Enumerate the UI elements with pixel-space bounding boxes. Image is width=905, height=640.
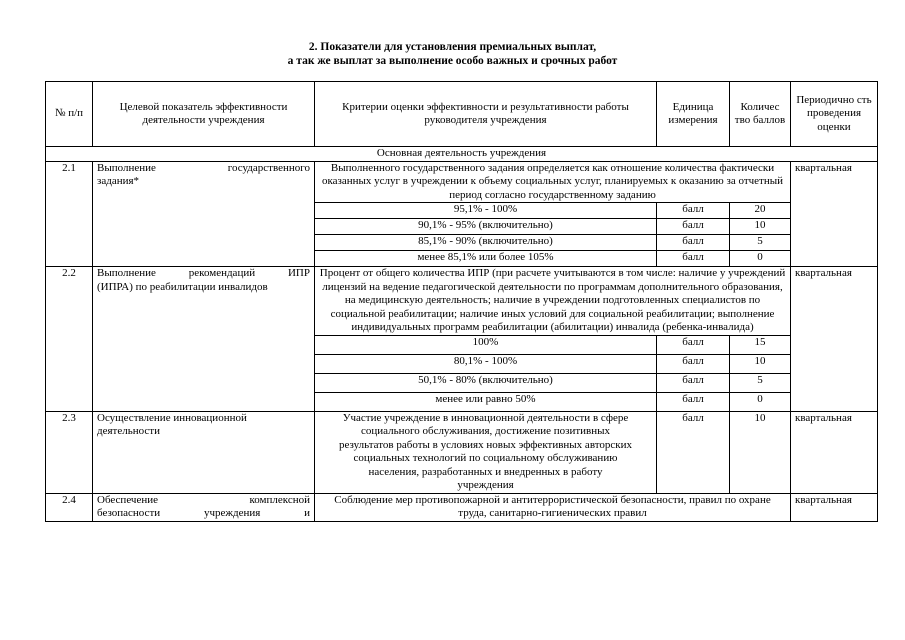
header-num: № п/п <box>46 82 93 147</box>
sub-unit: балл <box>657 203 730 219</box>
table-row <box>46 267 878 336</box>
sub-range: 85,1% - 90% (включительно) <box>315 235 657 251</box>
sub-range: менее или равно 50% <box>315 392 657 411</box>
row-points: 10 <box>730 411 791 493</box>
sub-unit: балл <box>657 392 730 411</box>
row-indicator <box>93 493 315 521</box>
sub-unit: балл <box>657 354 730 373</box>
table-row <box>46 411 878 493</box>
row-period: квартальная <box>791 267 878 412</box>
header-unit: Единица измерения <box>657 82 730 147</box>
row-indicator <box>93 161 315 267</box>
row-period: квартальная <box>791 161 878 267</box>
indicator-line: (ИПРА) по реабилитации инвалидов <box>97 280 268 293</box>
header-indicator: Целевой показатель эффективности деятельности учреждения <box>93 82 315 147</box>
table-row <box>46 161 878 203</box>
row-num: 2.2 <box>46 267 93 412</box>
sub-range: 100% <box>315 335 657 354</box>
row-criteria: Соблюдение мер противопожарной и антитеррористической безопасности, правил по охране труда, санитарно-гигиенических правил <box>315 493 791 521</box>
row-num: 2.1 <box>46 161 93 267</box>
row-indicator <box>93 267 315 412</box>
row-indicator: Осуществление инновационной деятельности <box>93 411 315 493</box>
sub-unit: балл <box>657 251 730 267</box>
section-title: Основная деятельность учреждения <box>46 147 878 162</box>
sub-range: 80,1% - 100% <box>315 354 657 373</box>
indicator-line: Обеспечение комплексной <box>97 493 310 506</box>
row-period: квартальная <box>791 493 878 521</box>
document-title-line-2: а так же выплат за выполнение особо важных и срочных работ <box>287 55 618 67</box>
row-period: квартальная <box>791 411 878 493</box>
table-row <box>46 493 878 521</box>
sub-points: 0 <box>730 392 791 411</box>
indicator-line: задания* <box>97 175 140 187</box>
row-num: 2.4 <box>46 493 93 521</box>
sub-points: 0 <box>730 251 791 267</box>
sub-unit: балл <box>657 219 730 235</box>
sub-unit: балл <box>657 235 730 251</box>
indicator-line: Выполнение рекомендаций ИПР <box>97 267 310 279</box>
sub-points: 5 <box>730 235 791 251</box>
sub-points: 15 <box>730 335 791 354</box>
indicator-line: безопасности учреждения и <box>97 507 310 519</box>
sub-unit: балл <box>657 335 730 354</box>
sub-points: 5 <box>730 373 791 392</box>
document-title-line-1: 2. Показатели для установления премиальных выплат, <box>308 41 597 53</box>
row-num: 2.3 <box>46 411 93 493</box>
table-header-row <box>46 82 878 147</box>
indicator-line: Выполнение государственного <box>97 161 310 174</box>
sub-range: 50,1% - 80% (включительно) <box>315 373 657 392</box>
section-row <box>46 147 878 162</box>
sub-range: менее 85,1% или более 105% <box>315 251 657 267</box>
sub-points: 20 <box>730 203 791 219</box>
row-criteria: Выполненного государственного задания определяется как отношение количества фактически оказанных услуг в учреждении к объему социальных услуг, планируемых к оказанию за отчетный период согласно государственному заданию <box>315 161 791 203</box>
sub-points: 10 <box>730 219 791 235</box>
indicators-table <box>45 81 878 522</box>
header-criteria: Критерии оценки эффективности и результативности работы руководителя учреждения <box>315 82 657 147</box>
row-unit: балл <box>657 411 730 493</box>
sub-unit: балл <box>657 373 730 392</box>
row-criteria: Участие учреждение в инновационной деятельности в сфере социального обслуживания, достижение позитивных результатов работы в условиях новых эффективных авторских социальных технологий по социальному обслуживанию населения, разработанных и внедренных в работу учреждения <box>315 411 657 493</box>
sub-range: 90,1% - 95% (включительно) <box>315 219 657 235</box>
header-points: Количес тво баллов <box>730 82 791 147</box>
sub-points: 10 <box>730 354 791 373</box>
sub-range: 95,1% - 100% <box>315 203 657 219</box>
header-period: Периодично сть проведения оценки <box>791 82 878 147</box>
row-criteria: Процент от общего количества ИПР (при расчете учитываются в том числе: наличие у учреждений лицензий на ведение педагогической деятельности по программам дополнительного образования, на медицинскую деятельность; наличие в учреждении подготовленных специалистов по социальной реабилитации; наличие иных условий для социальной реабилитации; выполнение индивидуальных программ реабилитации (абилитации) инвалида (ребенка-инвалида) <box>315 267 791 336</box>
